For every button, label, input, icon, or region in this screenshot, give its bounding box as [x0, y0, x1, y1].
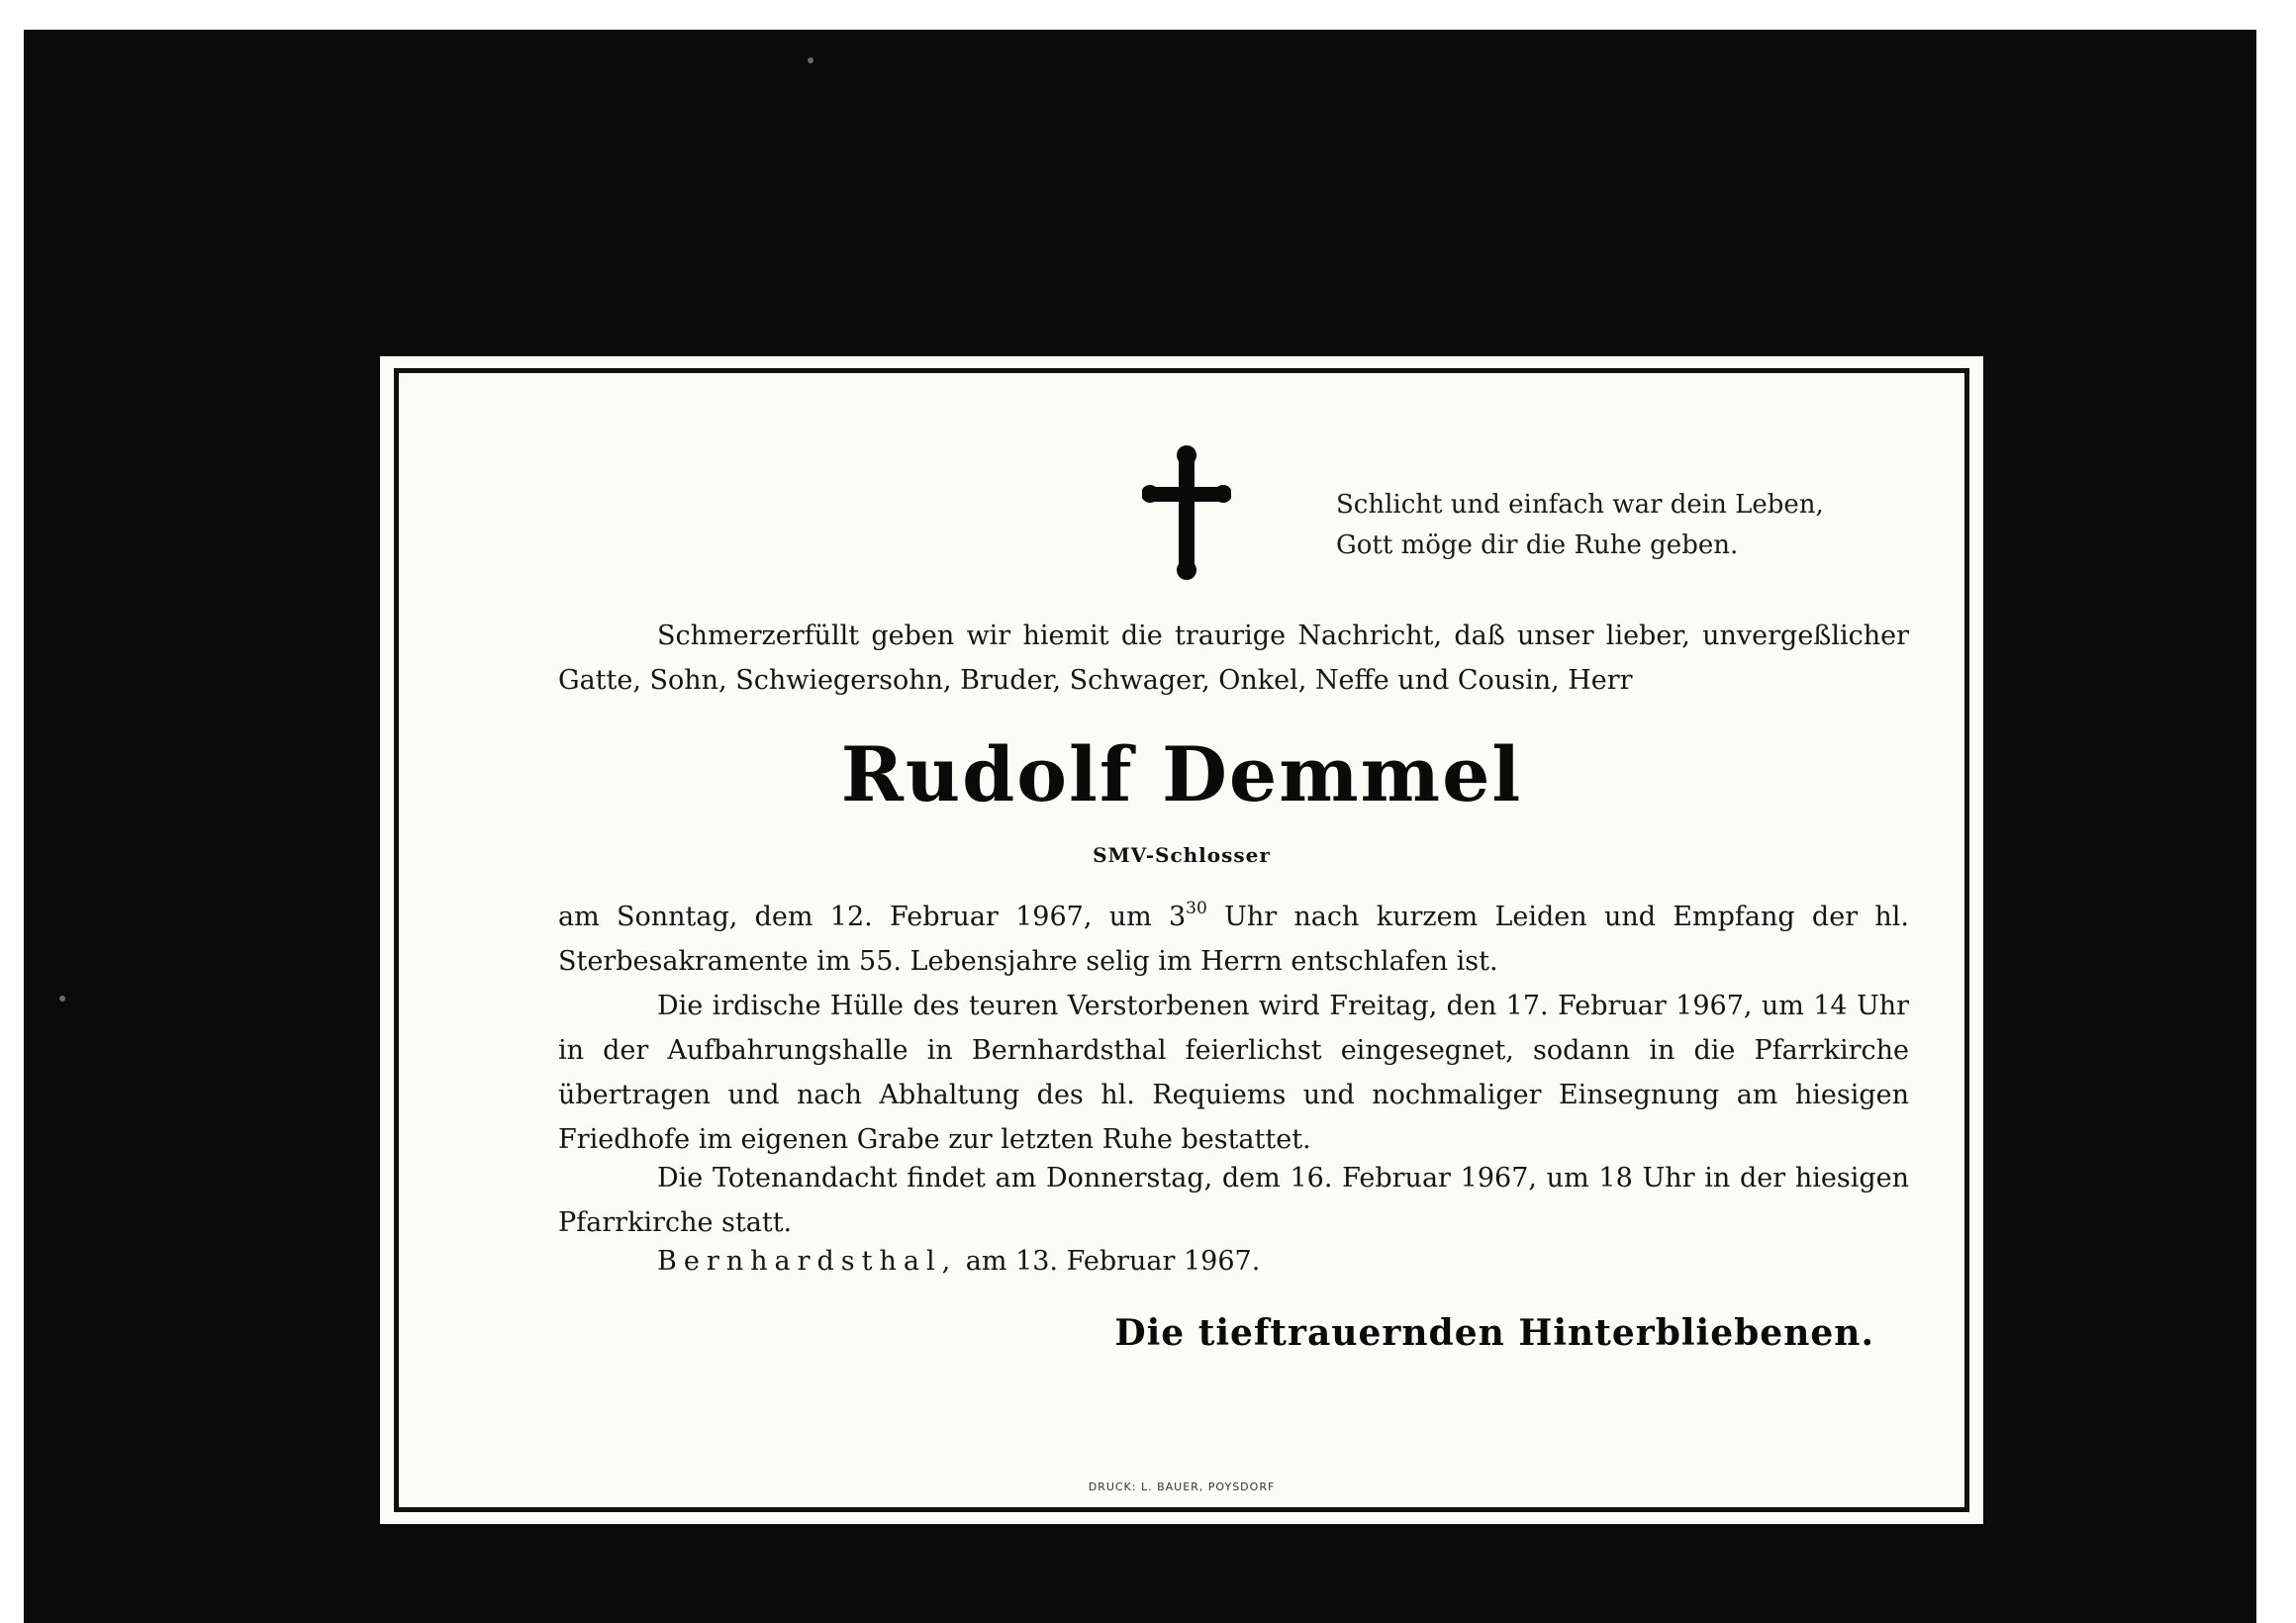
- intro-paragraph: Schmerzerfüllt geben wir hiemit die traurige Nachricht, daß unser lieber, unvergeßlicher Gatte, Sohn, Schwiegersohn, Bruder, Schwager, Onkel, Neffe und Cousin, Herr: [558, 621, 1909, 696]
- dust-speck: [808, 57, 813, 63]
- devotion-paragraph: Die Totenandacht findet am Donnerstag, dem 16. Februar 1967, um 18 Uhr in der hiesigen Pfarrkirche statt.: [558, 1163, 1909, 1238]
- death-paragraph: [558, 895, 1909, 984]
- motto-line: Schlicht und einfach war dein Leben,: [1336, 490, 1824, 520]
- funeral-paragraph: Die irdische Hülle des teuren Verstorbenen wird Freitag, den 17. Februar 1967, um 14 Uhr in der Aufbahrungshalle in Bernhardsthal feierlichst eingesegnet, sodann in die Pfarrkirche übertragen und nach Abhaltung des hl. Requiems und nochmaliger Einsegnung am hiesigen Friedhofe im eigenen Grabe zur letzten Ruhe bestattet.: [558, 991, 1909, 1155]
- signature-line: Die tieftrauernden Hinterbliebenen.: [1114, 1312, 1874, 1354]
- deceased-occupation: SMV-Schlosser: [1093, 843, 1271, 867]
- death-time-minutes: 30: [1186, 899, 1207, 918]
- death-text-part1: am Sonntag, dem 12. Februar 1967, um 3: [558, 902, 1187, 932]
- notice-date: am 13. Februar 1967.: [957, 1246, 1261, 1277]
- dust-speck: [59, 996, 65, 1002]
- place-and-date: [657, 1239, 1260, 1284]
- cross-icon: [1142, 445, 1231, 584]
- black-mat-background: [24, 30, 2256, 1623]
- printer-imprint: DRUCK: L. BAUER, POYSDORF: [1088, 1480, 1276, 1493]
- motto-line: Gott möge dir die Ruhe geben.: [1336, 530, 1739, 560]
- place-name: Bernhardsthal,: [657, 1246, 958, 1277]
- death-text-part2: Uhr nach kurzem Leiden und Empfang der hl. Sterbesakramente im 55. Lebensjahre selig im Herrn entschlafen ist.: [558, 902, 1910, 977]
- motto-verse: [1336, 485, 1890, 566]
- deceased-name: Rudolf Demmel: [840, 730, 1523, 818]
- death-notice-card: [380, 356, 1983, 1524]
